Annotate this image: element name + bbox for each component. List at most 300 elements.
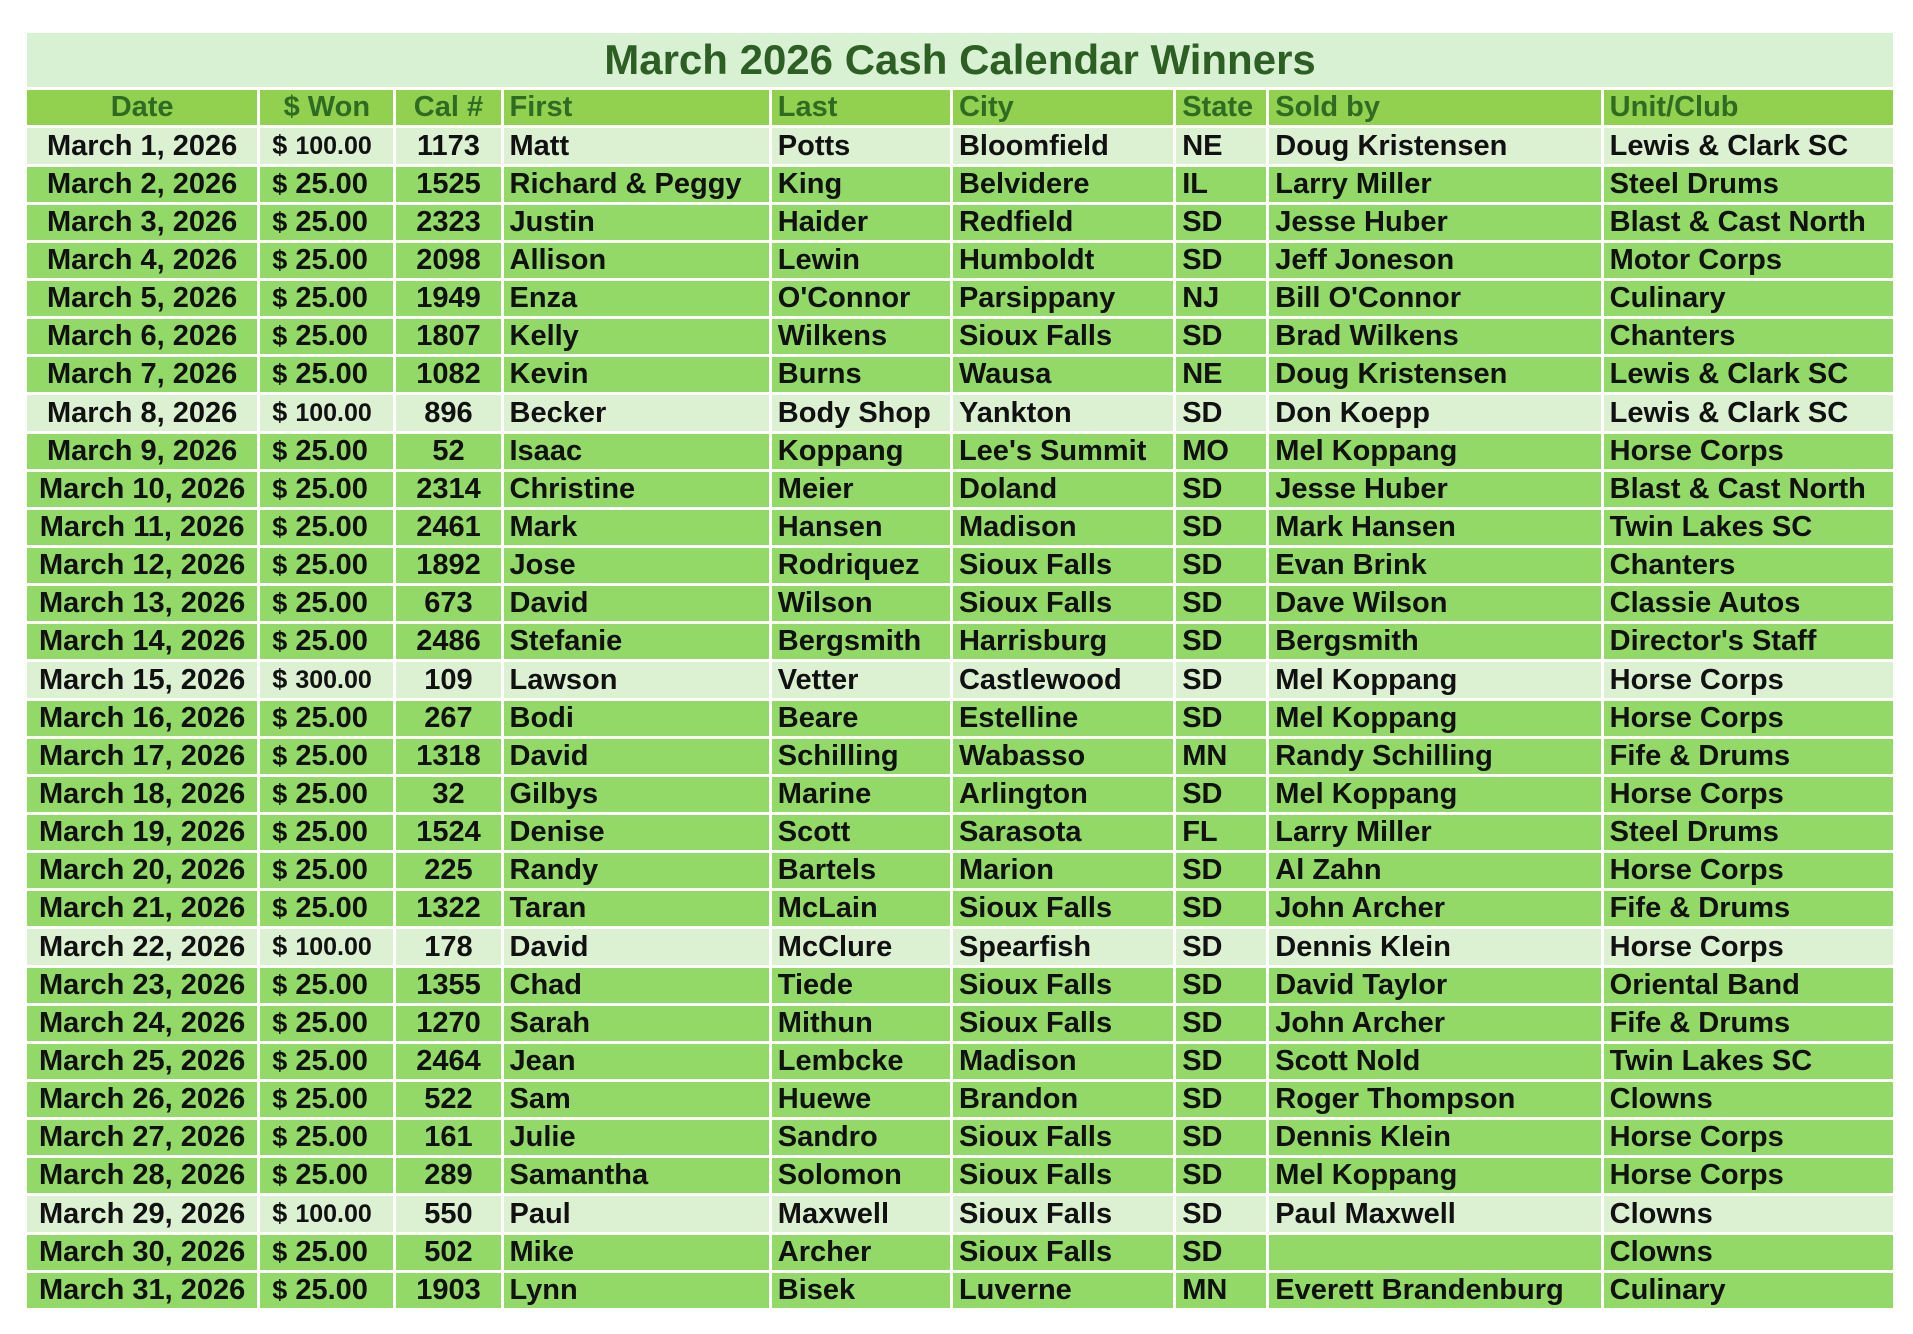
table-row xyxy=(27,853,1893,888)
cell-last: Huewe xyxy=(772,1082,950,1117)
amount-won: 25.00 xyxy=(295,168,368,200)
table-row xyxy=(27,1196,1893,1232)
amount-won: 300.00 xyxy=(295,666,372,694)
dollar-sign: $ xyxy=(272,703,288,733)
cell-first: Chad xyxy=(504,968,769,1003)
cell-unit: Director's Staff xyxy=(1604,624,1893,659)
cell-city: Redfield xyxy=(953,205,1173,240)
cell-unit: Horse Corps xyxy=(1604,1158,1893,1193)
cell-city: Sioux Falls xyxy=(953,1120,1173,1155)
cell-state: SD xyxy=(1176,586,1266,621)
cell-state: NE xyxy=(1176,128,1266,164)
cell-state: SD xyxy=(1176,891,1266,926)
cell-first: David xyxy=(504,739,769,774)
cell-won xyxy=(260,662,393,698)
cell-date: March 5, 2026 xyxy=(27,281,257,316)
amount-won: 25.00 xyxy=(295,358,368,390)
cell-city: Luverne xyxy=(953,1273,1173,1308)
table-row xyxy=(27,1235,1893,1270)
cell-date: March 4, 2026 xyxy=(27,243,257,278)
cell-last: Body Shop xyxy=(772,395,950,431)
cell-first: Denise xyxy=(504,815,769,850)
cell-cal: 673 xyxy=(396,586,500,621)
amount-won: 25.00 xyxy=(295,816,368,848)
cell-sold-by: Paul Maxwell xyxy=(1269,1196,1600,1232)
cell-date: March 11, 2026 xyxy=(27,510,257,545)
cell-state: SD xyxy=(1176,777,1266,812)
cell-city: Sioux Falls xyxy=(953,891,1173,926)
dollar-sign: $ xyxy=(272,741,288,771)
dollar-sign: $ xyxy=(272,1237,288,1267)
cell-state: SD xyxy=(1176,1082,1266,1117)
cell-last: Bisek xyxy=(772,1273,950,1308)
table-row xyxy=(27,624,1893,659)
cell-sold-by: Brad Wilkens xyxy=(1269,319,1600,354)
table-row xyxy=(27,586,1893,621)
dollar-sign: $ xyxy=(272,130,288,160)
cell-first: Sam xyxy=(504,1082,769,1117)
amount-won: 25.00 xyxy=(295,1083,368,1115)
cell-state: SD xyxy=(1176,853,1266,888)
cell-state: SD xyxy=(1176,1044,1266,1079)
amount-won: 25.00 xyxy=(295,1121,368,1153)
table-row xyxy=(27,739,1893,774)
cell-cal: 2486 xyxy=(396,624,500,659)
cell-sold-by: Everett Brandenburg xyxy=(1269,1273,1600,1308)
header-cal: Cal # xyxy=(396,90,500,125)
table-row xyxy=(27,1082,1893,1117)
cell-cal: 1318 xyxy=(396,739,500,774)
cell-sold-by: David Taylor xyxy=(1269,968,1600,1003)
amount-won: 25.00 xyxy=(295,969,368,1001)
table-row xyxy=(27,701,1893,736)
cell-won xyxy=(260,357,393,392)
cell-first: Christine xyxy=(504,472,769,507)
cell-won xyxy=(260,1006,393,1041)
cell-last: Bergsmith xyxy=(772,624,950,659)
cell-unit: Horse Corps xyxy=(1604,853,1893,888)
cell-last: Rodriquez xyxy=(772,548,950,583)
amount-won: 25.00 xyxy=(295,1236,368,1268)
cell-date: March 29, 2026 xyxy=(27,1196,257,1232)
table-row xyxy=(27,1006,1893,1041)
cell-first: Mike xyxy=(504,1235,769,1270)
cell-state: SD xyxy=(1176,624,1266,659)
cell-state: SD xyxy=(1176,968,1266,1003)
header-first: First xyxy=(504,90,769,125)
cell-unit: Fife & Drums xyxy=(1604,1006,1893,1041)
cell-sold-by: Evan Brink xyxy=(1269,548,1600,583)
table-row xyxy=(27,357,1893,392)
cell-last: Wilson xyxy=(772,586,950,621)
dollar-sign: $ xyxy=(272,1160,288,1190)
cell-won xyxy=(260,395,393,431)
cell-date: March 19, 2026 xyxy=(27,815,257,850)
cell-cal: 178 xyxy=(396,929,500,965)
table-row xyxy=(27,167,1893,202)
cell-date: March 24, 2026 xyxy=(27,1006,257,1041)
cell-won xyxy=(260,853,393,888)
cell-last: Marine xyxy=(772,777,950,812)
cell-state: SD xyxy=(1176,243,1266,278)
table-row xyxy=(27,968,1893,1003)
cell-date: March 13, 2026 xyxy=(27,586,257,621)
cell-unit: Fife & Drums xyxy=(1604,739,1893,774)
cell-won xyxy=(260,1082,393,1117)
cell-state: SD xyxy=(1176,510,1266,545)
cell-state: SD xyxy=(1176,548,1266,583)
cell-cal: 896 xyxy=(396,395,500,431)
cell-city: Brandon xyxy=(953,1082,1173,1117)
cell-sold-by: Scott Nold xyxy=(1269,1044,1600,1079)
cell-cal: 225 xyxy=(396,853,500,888)
cell-sold-by xyxy=(1269,1235,1600,1270)
cell-sold-by: Al Zahn xyxy=(1269,853,1600,888)
cell-city: Sioux Falls xyxy=(953,548,1173,583)
cell-unit: Chanters xyxy=(1604,319,1893,354)
cell-state: MO xyxy=(1176,434,1266,469)
cell-last: O'Connor xyxy=(772,281,950,316)
cell-date: March 9, 2026 xyxy=(27,434,257,469)
cell-sold-by: Mel Koppang xyxy=(1269,434,1600,469)
table-row xyxy=(27,662,1893,698)
cell-city: Castlewood xyxy=(953,662,1173,698)
dollar-sign: $ xyxy=(272,893,288,923)
cell-won xyxy=(260,1273,393,1308)
cell-unit: Twin Lakes SC xyxy=(1604,510,1893,545)
amount-won: 25.00 xyxy=(295,511,368,543)
cell-state: SD xyxy=(1176,319,1266,354)
table-row xyxy=(27,319,1893,354)
cell-date: March 30, 2026 xyxy=(27,1235,257,1270)
cell-cal: 1949 xyxy=(396,281,500,316)
cell-last: Burns xyxy=(772,357,950,392)
cell-won xyxy=(260,1196,393,1232)
cell-won xyxy=(260,205,393,240)
cell-sold-by: Don Koepp xyxy=(1269,395,1600,431)
cell-state: SD xyxy=(1176,1158,1266,1193)
cell-date: March 23, 2026 xyxy=(27,968,257,1003)
cell-state: MN xyxy=(1176,739,1266,774)
cell-won xyxy=(260,319,393,354)
cell-state: SD xyxy=(1176,472,1266,507)
cell-state: SD xyxy=(1176,662,1266,698)
amount-won: 25.00 xyxy=(295,892,368,924)
cell-unit: Blast & Cast North xyxy=(1604,472,1893,507)
amount-won: 100.00 xyxy=(295,399,372,427)
cell-city: Sioux Falls xyxy=(953,319,1173,354)
dollar-sign: $ xyxy=(272,474,288,504)
table-row xyxy=(27,205,1893,240)
amount-won: 25.00 xyxy=(295,244,368,276)
cell-last: McLain xyxy=(772,891,950,926)
cell-sold-by: Jesse Huber xyxy=(1269,205,1600,240)
cell-city: Humboldt xyxy=(953,243,1173,278)
cell-sold-by: Jeff Joneson xyxy=(1269,243,1600,278)
cell-sold-by: Dave Wilson xyxy=(1269,586,1600,621)
cell-first: Kevin xyxy=(504,357,769,392)
cell-unit: Culinary xyxy=(1604,281,1893,316)
cell-date: March 26, 2026 xyxy=(27,1082,257,1117)
cell-last: Vetter xyxy=(772,662,950,698)
cell-city: Arlington xyxy=(953,777,1173,812)
dollar-sign: $ xyxy=(272,931,288,961)
cell-state: SD xyxy=(1176,1120,1266,1155)
cell-date: March 1, 2026 xyxy=(27,128,257,164)
cell-unit: Horse Corps xyxy=(1604,929,1893,965)
cell-first: Matt xyxy=(504,128,769,164)
cell-last: Sandro xyxy=(772,1120,950,1155)
cell-city: Harrisburg xyxy=(953,624,1173,659)
cell-won xyxy=(260,1120,393,1155)
cell-first: Allison xyxy=(504,243,769,278)
cell-cal: 109 xyxy=(396,662,500,698)
cell-unit: Culinary xyxy=(1604,1273,1893,1308)
table-row xyxy=(27,891,1893,926)
cell-won xyxy=(260,243,393,278)
cell-won xyxy=(260,548,393,583)
cell-unit: Lewis & Clark SC xyxy=(1604,357,1893,392)
cell-first: Sarah xyxy=(504,1006,769,1041)
cell-won xyxy=(260,128,393,164)
dollar-sign: $ xyxy=(272,550,288,580)
cell-city: Sioux Falls xyxy=(953,586,1173,621)
cell-won xyxy=(260,1044,393,1079)
cell-cal: 550 xyxy=(396,1196,500,1232)
cell-won xyxy=(260,1158,393,1193)
cell-city: Wabasso xyxy=(953,739,1173,774)
cell-last: McClure xyxy=(772,929,950,965)
cell-won xyxy=(260,1235,393,1270)
cell-city: Sarasota xyxy=(953,815,1173,850)
table-row xyxy=(27,777,1893,812)
cell-unit: Twin Lakes SC xyxy=(1604,1044,1893,1079)
cell-sold-by: Doug Kristensen xyxy=(1269,357,1600,392)
dollar-sign: $ xyxy=(272,245,288,275)
cell-city: Sioux Falls xyxy=(953,1158,1173,1193)
cell-unit: Clowns xyxy=(1604,1196,1893,1232)
sheet-title: March 2026 Cash Calendar Winners xyxy=(27,33,1893,87)
dollar-sign: $ xyxy=(272,1198,288,1228)
amount-won: 100.00 xyxy=(295,1200,372,1228)
cell-date: March 25, 2026 xyxy=(27,1044,257,1079)
dollar-sign: $ xyxy=(272,1275,288,1305)
cell-cal: 2314 xyxy=(396,472,500,507)
cell-last: Solomon xyxy=(772,1158,950,1193)
cell-city: Yankton xyxy=(953,395,1173,431)
cell-last: Scott xyxy=(772,815,950,850)
cell-cal: 1892 xyxy=(396,548,500,583)
cell-sold-by: Randy Schilling xyxy=(1269,739,1600,774)
winners-sheet xyxy=(27,33,1893,1311)
cell-cal: 2464 xyxy=(396,1044,500,1079)
dollar-sign: $ xyxy=(272,1008,288,1038)
dollar-sign: $ xyxy=(272,1084,288,1114)
cell-date: March 14, 2026 xyxy=(27,624,257,659)
cell-won xyxy=(260,739,393,774)
amount-won: 25.00 xyxy=(295,435,368,467)
cell-cal: 1173 xyxy=(396,128,500,164)
cell-date: March 2, 2026 xyxy=(27,167,257,202)
cell-cal: 1524 xyxy=(396,815,500,850)
table-row xyxy=(27,510,1893,545)
cell-first: Richard & Peggy xyxy=(504,167,769,202)
cell-won xyxy=(260,434,393,469)
cell-first: Lynn xyxy=(504,1273,769,1308)
cell-sold-by: Mel Koppang xyxy=(1269,1158,1600,1193)
cell-city: Sioux Falls xyxy=(953,1235,1173,1270)
cell-first: Kelly xyxy=(504,319,769,354)
cell-unit: Steel Drums xyxy=(1604,167,1893,202)
cell-first: Gilbys xyxy=(504,777,769,812)
dollar-sign: $ xyxy=(272,283,288,313)
cell-last: Schilling xyxy=(772,739,950,774)
cell-sold-by: Doug Kristensen xyxy=(1269,128,1600,164)
cell-cal: 267 xyxy=(396,701,500,736)
cell-first: Stefanie xyxy=(504,624,769,659)
cell-sold-by: Dennis Klein xyxy=(1269,929,1600,965)
cell-last: Haider xyxy=(772,205,950,240)
cell-won xyxy=(260,891,393,926)
cell-last: Hansen xyxy=(772,510,950,545)
cell-state: SD xyxy=(1176,395,1266,431)
cell-sold-by: Bergsmith xyxy=(1269,624,1600,659)
table-row xyxy=(27,929,1893,965)
cell-sold-by: Mel Koppang xyxy=(1269,662,1600,698)
cell-city: Madison xyxy=(953,1044,1173,1079)
cell-state: NE xyxy=(1176,357,1266,392)
cell-unit: Horse Corps xyxy=(1604,701,1893,736)
cell-date: March 18, 2026 xyxy=(27,777,257,812)
cell-date: March 12, 2026 xyxy=(27,548,257,583)
cell-state: SD xyxy=(1176,205,1266,240)
cell-first: Lawson xyxy=(504,662,769,698)
table-row xyxy=(27,815,1893,850)
cell-won xyxy=(260,167,393,202)
dollar-sign: $ xyxy=(272,436,288,466)
cell-won xyxy=(260,815,393,850)
cell-cal: 289 xyxy=(396,1158,500,1193)
table-row xyxy=(27,548,1893,583)
cell-first: Randy xyxy=(504,853,769,888)
cell-first: Bodi xyxy=(504,701,769,736)
amount-won: 25.00 xyxy=(295,473,368,505)
cell-state: MN xyxy=(1176,1273,1266,1308)
cell-first: Isaac xyxy=(504,434,769,469)
cell-first: David xyxy=(504,929,769,965)
header-city: City xyxy=(953,90,1173,125)
cell-city: Bloomfield xyxy=(953,128,1173,164)
cell-date: March 22, 2026 xyxy=(27,929,257,965)
amount-won: 100.00 xyxy=(295,132,372,160)
cell-city: Sioux Falls xyxy=(953,1006,1173,1041)
cell-last: Lewin xyxy=(772,243,950,278)
dollar-sign: $ xyxy=(272,397,288,427)
header-last: Last xyxy=(772,90,950,125)
dollar-sign: $ xyxy=(272,817,288,847)
dollar-sign: $ xyxy=(272,321,288,351)
cell-unit: Horse Corps xyxy=(1604,1120,1893,1155)
cell-last: Meier xyxy=(772,472,950,507)
cell-cal: 161 xyxy=(396,1120,500,1155)
dollar-sign: $ xyxy=(272,207,288,237)
table-row xyxy=(27,128,1893,164)
cell-date: March 21, 2026 xyxy=(27,891,257,926)
cell-cal: 522 xyxy=(396,1082,500,1117)
cell-won xyxy=(260,624,393,659)
cell-city: Doland xyxy=(953,472,1173,507)
cell-cal: 1903 xyxy=(396,1273,500,1308)
cell-sold-by: Mark Hansen xyxy=(1269,510,1600,545)
cell-won xyxy=(260,281,393,316)
cell-cal: 1525 xyxy=(396,167,500,202)
cell-won xyxy=(260,968,393,1003)
dollar-sign: $ xyxy=(272,359,288,389)
amount-won: 100.00 xyxy=(295,933,372,961)
cell-first: Jose xyxy=(504,548,769,583)
cell-cal: 1270 xyxy=(396,1006,500,1041)
dollar-sign: $ xyxy=(272,779,288,809)
cell-date: March 3, 2026 xyxy=(27,205,257,240)
cell-won xyxy=(260,586,393,621)
cell-unit: Oriental Band xyxy=(1604,968,1893,1003)
amount-won: 25.00 xyxy=(295,778,368,810)
amount-won: 25.00 xyxy=(295,1007,368,1039)
cell-date: March 20, 2026 xyxy=(27,853,257,888)
cell-city: Wausa xyxy=(953,357,1173,392)
dollar-sign: $ xyxy=(272,626,288,656)
cell-state: NJ xyxy=(1176,281,1266,316)
cell-city: Spearfish xyxy=(953,929,1173,965)
table-row xyxy=(27,434,1893,469)
amount-won: 25.00 xyxy=(295,282,368,314)
header-won: $ Won xyxy=(260,90,393,125)
cell-date: March 28, 2026 xyxy=(27,1158,257,1193)
cell-won xyxy=(260,929,393,965)
cell-first: Julie xyxy=(504,1120,769,1155)
cell-cal: 502 xyxy=(396,1235,500,1270)
cell-date: March 17, 2026 xyxy=(27,739,257,774)
cell-unit: Clowns xyxy=(1604,1235,1893,1270)
cell-sold-by: Mel Koppang xyxy=(1269,701,1600,736)
cell-state: SD xyxy=(1176,1196,1266,1232)
cell-first: Samantha xyxy=(504,1158,769,1193)
cell-cal: 2323 xyxy=(396,205,500,240)
cell-first: David xyxy=(504,586,769,621)
cell-city: Sioux Falls xyxy=(953,1196,1173,1232)
cell-last: Wilkens xyxy=(772,319,950,354)
cell-state: SD xyxy=(1176,1006,1266,1041)
cell-date: March 10, 2026 xyxy=(27,472,257,507)
cell-first: Jean xyxy=(504,1044,769,1079)
cell-cal: 2461 xyxy=(396,510,500,545)
cell-last: Bartels xyxy=(772,853,950,888)
cell-date: March 31, 2026 xyxy=(27,1273,257,1308)
table-row xyxy=(27,1120,1893,1155)
cell-last: Maxwell xyxy=(772,1196,950,1232)
cell-sold-by: John Archer xyxy=(1269,1006,1600,1041)
amount-won: 25.00 xyxy=(295,702,368,734)
cell-sold-by: Larry Miller xyxy=(1269,167,1600,202)
cell-last: Koppang xyxy=(772,434,950,469)
cell-state: SD xyxy=(1176,701,1266,736)
table-row xyxy=(27,281,1893,316)
cell-last: Potts xyxy=(772,128,950,164)
cell-city: Estelline xyxy=(953,701,1173,736)
header-unit: Unit/Club xyxy=(1604,90,1893,125)
amount-won: 25.00 xyxy=(295,587,368,619)
cell-date: March 7, 2026 xyxy=(27,357,257,392)
